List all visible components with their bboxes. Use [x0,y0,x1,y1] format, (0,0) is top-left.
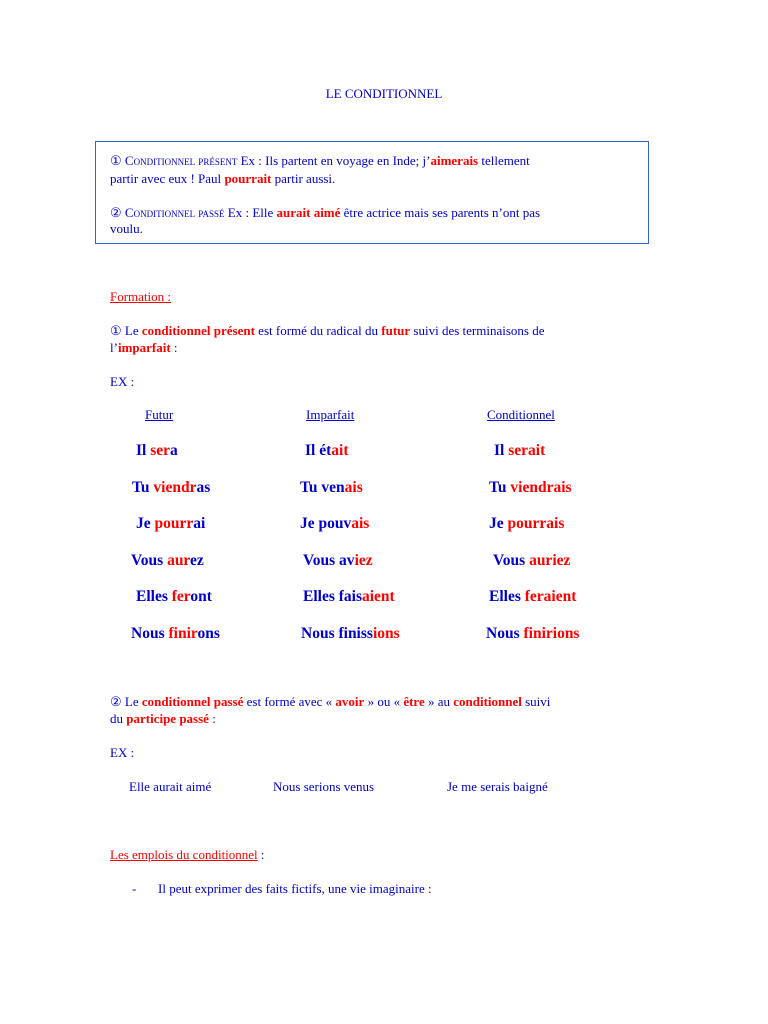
emplois-heading-line [110,847,265,863]
highlight-pourrait: pourrait [224,171,272,186]
p2-text: » ou « [364,694,404,709]
p2-highlight-etre: être [403,694,425,709]
conditionnel-tu [489,479,572,497]
ending: ions [372,625,400,642]
example-nous-serions-venus: Nous serions venus [273,779,375,794]
example-je-me-serais-baigne: Je me serais baigné [447,779,548,794]
formation-p1-line2 [110,340,178,356]
pronoun: Il [136,442,151,459]
ending: as [196,479,211,496]
marker-one: ① [110,323,122,338]
radical: viendr [153,479,197,496]
box-text: être actrice mais ses parents n’ont pas [340,205,541,220]
radical: fer [171,588,191,605]
p1-highlight-imparfait: imparfait [117,340,171,355]
p2-highlight-avoir: avoir [335,694,365,709]
imparfait-je [300,515,369,533]
p1-highlight-futur: futur [381,323,411,338]
column-header-imparfait: Imparfait [306,407,355,422]
p1-text: l’ [110,340,118,355]
futur-vous [131,552,204,570]
box-line-3 [110,205,540,221]
p2-text: suivi [521,694,551,709]
radical: aur [167,552,191,569]
ex2-label: EX : [110,745,135,760]
ending: ais [344,479,363,496]
stem: Tu ven [300,479,345,496]
box-text: Ils partent en voyage en Inde; j’ [265,153,431,168]
imparfait-il [305,442,348,460]
p1-text: : [170,340,178,355]
verb: serait [508,442,546,459]
p2-text: » au [424,694,454,709]
p2-highlight-conditionnel-passe: conditionnel passé [141,694,244,709]
pronoun: Nous [486,625,524,642]
ex-prefix: Ex : [227,205,253,220]
p2-text: Le [121,694,142,709]
marker-two: ② [110,205,122,220]
p2-highlight-conditionnel: conditionnel [453,694,522,709]
futur-je [136,515,205,533]
label-conditionnel-passe: Conditionnel passé [124,205,225,220]
box-line-4: voulu. [110,221,143,236]
conditionnel-vous [493,552,570,570]
p1-text: est formé du radical du [254,323,382,338]
box-line-1 [110,153,530,169]
ex-prefix: Ex : [240,153,266,168]
box-text: partir aussi. [271,171,336,186]
futur-tu [132,479,210,497]
pronoun: Vous [493,552,530,569]
pronoun: Elles [136,588,172,605]
pronoun: Je [489,515,508,532]
pronoun: Il [494,442,509,459]
box-text: tellement [478,153,530,168]
imparfait-elles [303,588,395,606]
example-elle-aurait-aime: Elle aurait aimé [129,779,212,794]
column-header-conditionnel: Conditionnel [487,407,555,422]
verb: auriez [529,552,571,569]
highlight-aimerais: aimerais [430,153,479,168]
p2-text: du [110,711,127,726]
marker-two: ② [110,694,122,709]
ending: ont [190,588,212,605]
p2-text: est formé avec « [243,694,336,709]
p2-text: : [208,711,216,726]
imparfait-tu [300,479,363,497]
verb: viendrais [510,479,572,496]
ending: ez [190,552,204,569]
radical: ser [150,442,171,459]
stem: Je pouv [300,515,352,532]
pronoun: Je [136,515,155,532]
formation-heading: Formation : [110,289,172,304]
formation-p1-line1 [110,323,544,339]
conditionnel-elles [489,588,576,606]
pronoun: Vous [131,552,168,569]
label-conditionnel-present: Conditionnel présent [124,153,238,168]
pronoun: Tu [489,479,511,496]
stem: Elles fais [303,588,362,605]
emplois-item-1: Il peut exprimer des faits fictifs, une vie imaginaire : [158,881,432,896]
column-header-futur: Futur [145,407,174,422]
p2-highlight-participe-passe: participe passé [126,711,209,726]
futur-elles [136,588,212,606]
box-line-2 [110,171,335,187]
pronoun: Nous [131,625,169,642]
box-text: partir avec eux ! Paul [110,171,225,186]
bullet-dash: - [132,881,137,896]
ending: ait [331,442,349,459]
ex-label: EX : [110,374,135,389]
page-title: LE CONDITIONNEL [325,86,443,101]
ending: aient [362,588,395,605]
futur-nous [131,625,220,643]
conditionnel-nous [486,625,579,643]
highlight-aurait-aime: aurait aimé [276,205,341,220]
p1-text: suivi des terminaisons de [410,323,545,338]
futur-il [136,442,178,460]
radical: finir [168,625,198,642]
p1-highlight-conditionnel-present: conditionnel présent [141,323,255,338]
ending: ons [197,625,220,642]
formation-p2-line1 [110,694,550,710]
emplois-colon: : [257,847,265,862]
verb: pourrais [507,515,565,532]
verb: finirions [523,625,580,642]
marker-one: ① [110,153,122,168]
ending: ai [193,515,206,532]
emplois-heading: Les emplois du conditionnel [110,847,258,862]
conditionnel-je [489,515,564,533]
ending: ais [351,515,370,532]
ending: iez [354,552,373,569]
pronoun: Tu [132,479,154,496]
conditionnel-il [494,442,545,460]
formation-p2-line2 [110,711,216,727]
stem: Il ét [305,442,332,459]
verb: feraient [524,588,577,605]
imparfait-vous [303,552,373,570]
stem: Vous av [303,552,355,569]
pronoun: Elles [489,588,525,605]
box-text: Elle [252,205,277,220]
ending: a [170,442,178,459]
radical: pourr [154,515,194,532]
p1-text: Le [121,323,142,338]
imparfait-nous [301,625,400,643]
stem: Nous finiss [301,625,373,642]
